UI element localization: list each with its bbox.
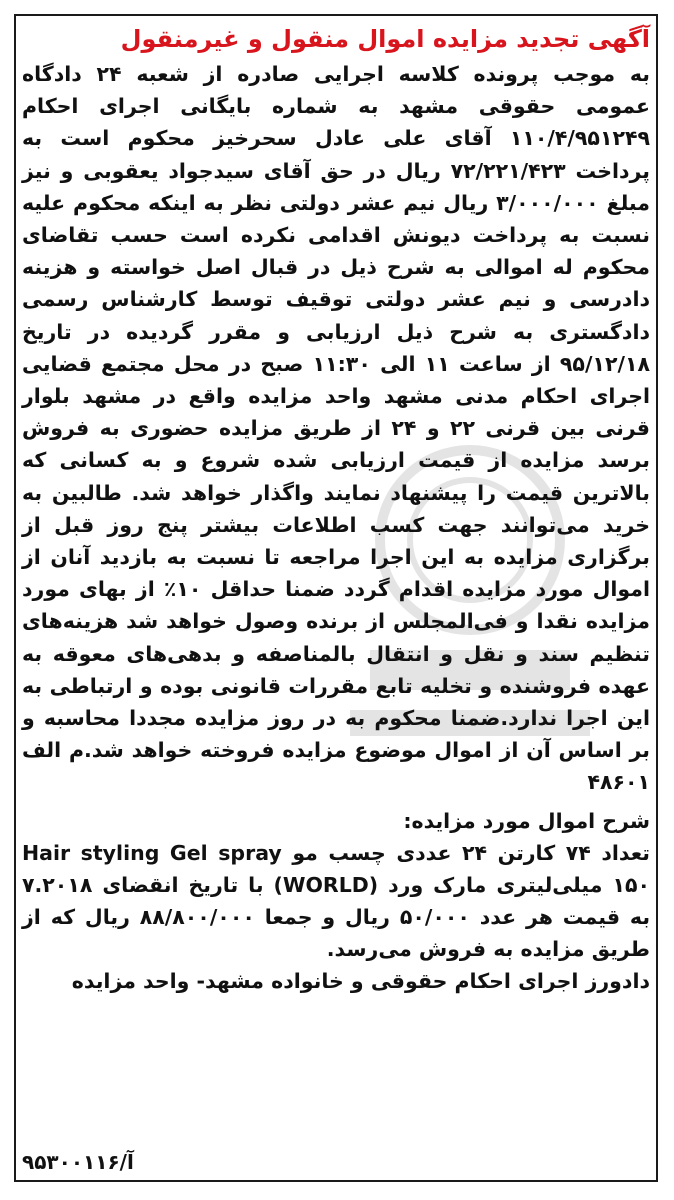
signature-line: دادورز اجرای احکام حقوقی و خانواده مشهد- واحد مزایده	[71, 969, 650, 994]
notice-title: آگهی تجدید مزایده اموال منقول و غیرمنقول	[120, 25, 650, 53]
items-description: تعداد ۷۴ کارتن ۲۴ عددی چسب مو Hair styling Gel spray ۱۵۰ میلی‌لیتری مارک ورد (WORLD) با تاریخ انقضای ۷.۲۰۱۸ به قیمت هر عدد ۵۰/۰۰۰ ریال و جمعا ۸۸/۸۰۰/۰۰۰ ریال که از طریق مزایده به فروش می‌رسد.	[22, 840, 651, 962]
notice-body: به موجب پرونده کلاسه اجرایی صادره از شعبه ۲۴ دادگاه عمومی حقوقی مشهد به شماره بایگانی اجرای احکام ۱۱۰/۴/۹۵۱۲۴۹ آقای علی عادل سحرخیز محکوم است به پرداخت ۷۲/۲۲۱/۴۲۳ ریال در حق آقای سیدجواد یعقوبی و نیز مبلغ ۳/۰۰۰/۰۰۰ ریال نیم عشر دولتی نظر به اینکه محکوم علیه نسبت به پرداخت دیونش اقدامی نکرده است حسب تقاضای محکوم له اموالی به شرح ذیل در قبال اصل خواسته و هزینه دادرسی و نیم عشر دولتی توقیف توسط کارشناس رسمی دادگستری به شرح ذیل ارزیابی و مقرر گردیده در تاریخ ۹۵/۱۲/۱۸ از ساعت ۱۱ الی ۱۱:۳۰ صبح در محل مجتمع قضایی اجرای احکام مدنی مشهد واحد مزایده واقع در مشهد بلوار قرنی بین قرنی ۲۲ و ۲۴ از طریق مزایده حضوری به فروش برسد مزایده از قیمت ارزیابی شده شروع و به کسانی که بالاترین قیمت را پیشنهاد نمایند واگذار خواهد شد. طالبین به خرید می‌توانند جهت کسب اطلاعات بیشتر پنج روز قبل از برگزاری مزایده به این اجرا مراجعه تا نسبت به بازدید آنان از اموال مورد مزایده اقدام گردد ضمنا حداقل ۱۰٪ از بهای مورد مزایده نقدا و فی‌المجلس از برنده وصول خواهد شد هزینه‌های تنظیم سند و نقل و انتقال بالمناصفه و بدهی‌های معوقه به عهده فروشنده و تخلیه تابع مقررات قانونی بوده و ارتباطی به این اجرا ندارد.ضمنا محکوم به در روز مزایده مجددا محاسبه و بر اساس آن از اموال موضوع مزایده فروخته خواهد شد.م الف ۴۸۶۰۱	[22, 62, 650, 795]
reference-number: آ/۹۵۳۰۰۱۱۶	[22, 1150, 134, 1174]
items-heading: شرح اموال مورد مزایده:	[403, 808, 650, 833]
auction-notice	[22, 22, 650, 997]
